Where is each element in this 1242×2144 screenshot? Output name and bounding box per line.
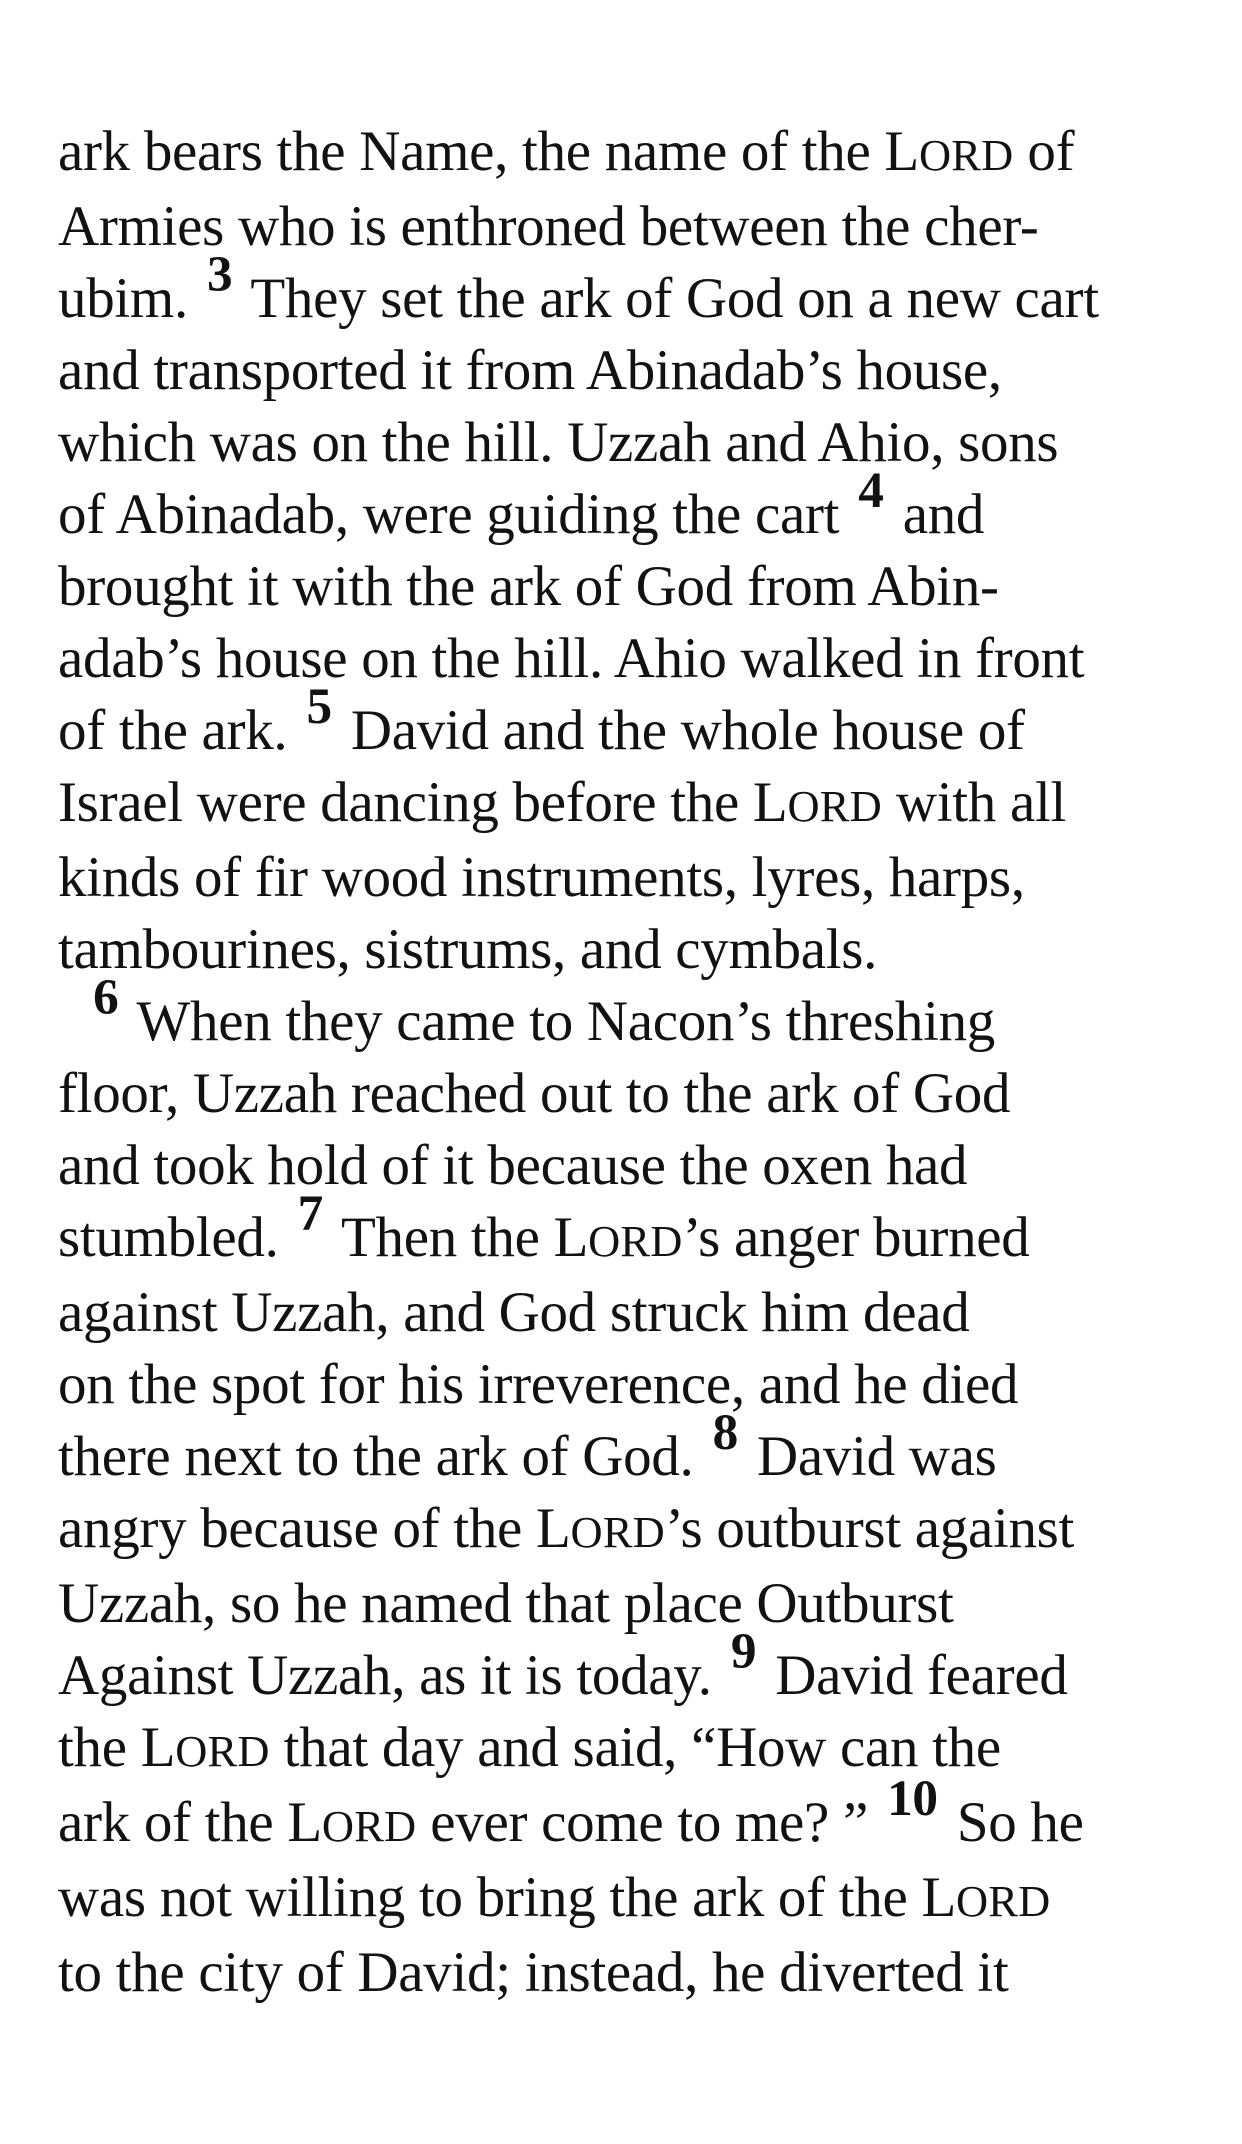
verse-text-line[interactable]: of the ark. 5 David and the whole house of — [58, 678, 1025, 762]
verse-text-line[interactable]: on the spot for his irreverence, and he died — [58, 1353, 1019, 1416]
verse-text-line[interactable]: angry because of the LORD’s outburst against — [58, 1497, 1075, 1560]
verse-text-line[interactable]: Against Uzzah, as it is today. 9 David feared — [58, 1623, 1068, 1707]
verse-text-line[interactable]: 6 When they came to Nacon’s threshing — [93, 969, 996, 1053]
verse-text-line[interactable]: Israel were dancing before the LORD with all — [58, 771, 1067, 834]
verse-text-line[interactable]: Armies who is enthroned between the cher- — [58, 195, 1039, 258]
divine-name-small-caps: LORD — [921, 1866, 1051, 1929]
verse-text-line[interactable]: was not willing to bring the ark of the LORD — [58, 1866, 1051, 1929]
verse-text-line[interactable]: tambourines, sistrums, and cymbals. — [58, 918, 878, 981]
verse-text-line[interactable]: ubim. 3 They set the ark of God on a new cart — [58, 246, 1099, 330]
verse-text-line[interactable]: floor, Uzzah reached out to the ark of God — [58, 1062, 1011, 1125]
divine-name-small-caps: LORD — [752, 771, 882, 834]
verse-text-line[interactable]: the LORD that day and said, “How can the — [58, 1716, 1001, 1779]
divine-name-small-caps: LORD — [553, 1206, 683, 1269]
verse-text-line[interactable]: ark of the LORD ever come to me? ” 10 So he — [58, 1770, 1084, 1854]
verse-text-line[interactable]: of Abinadab, were guiding the cart 4 and — [58, 462, 985, 546]
verse-text-line[interactable]: to the city of David; instead, he diverted it — [58, 1941, 1009, 2004]
verse-text-line[interactable]: and took hold of it because the oxen had — [58, 1134, 968, 1197]
verse-text-line[interactable]: and transported it from Abinadab’s house, — [58, 339, 1002, 402]
verse-text-line[interactable]: there next to the ark of God. 8 David was — [58, 1404, 997, 1488]
verse-text-line[interactable]: which was on the hill. Uzzah and Ahio, sons — [58, 411, 1059, 474]
verse-text-line[interactable]: stumbled. 7 Then the LORD’s anger burned — [58, 1185, 1030, 1269]
verse-text-line[interactable]: adab’s house on the hill. Ahio walked in front — [58, 627, 1085, 690]
divine-name-small-caps: LORD — [287, 1791, 417, 1854]
scripture-text — [58, 116, 1214, 2009]
verse-text-line[interactable]: kinds of fir wood instruments, lyres, harps, — [58, 846, 1025, 909]
verse-text-line[interactable]: against Uzzah, and God struck him dead — [58, 1281, 970, 1344]
verse-text-line[interactable]: Uzzah, so he named that place Outburst — [58, 1572, 954, 1635]
verse-text-line[interactable]: brought it with the ark of God from Abin- — [58, 555, 999, 618]
divine-name-small-caps: LORD — [884, 120, 1014, 183]
divine-name-small-caps: LORD — [140, 1716, 270, 1779]
verse-text-line[interactable]: ark bears the Name, the name of the LORD of — [58, 120, 1075, 183]
divine-name-small-caps: LORD — [535, 1497, 665, 1560]
